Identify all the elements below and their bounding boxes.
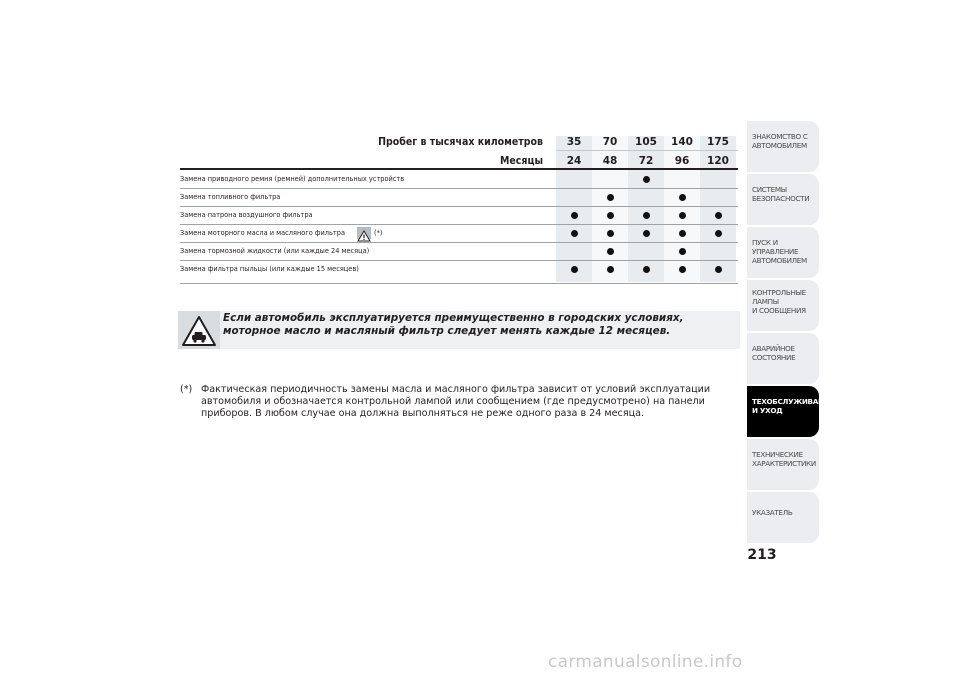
schedule-dot xyxy=(715,230,722,237)
month-value: 24 xyxy=(566,155,582,167)
schedule-dot xyxy=(715,266,722,273)
tab-technical-specifications[interactable]: ТЕХНИЧЕСКИЕ ХАРАКТЕРИСТИКИ xyxy=(747,439,819,490)
schedule-dot xyxy=(679,212,686,219)
header-divider xyxy=(556,150,738,151)
mileage-value: 175 xyxy=(707,136,729,148)
schedule-dot xyxy=(607,230,614,237)
mileage-value: 140 xyxy=(671,136,693,148)
row-divider xyxy=(180,224,738,225)
footnote-reference: (*) xyxy=(374,229,383,237)
tab-emergency[interactable]: АВАРИЙНОЕ СОСТОЯНИЕ xyxy=(747,333,819,384)
footnote-mark: (*) xyxy=(180,384,193,395)
schedule-dot xyxy=(643,266,650,273)
tab-warning-lights[interactable]: КОНТРОЛЬНЫЕ ЛАМПЫ И СООБЩЕНИЯ xyxy=(747,280,819,331)
table-row-label: Замена приводного ремня (ремней) дополнительных устройств xyxy=(180,175,405,183)
schedule-dot xyxy=(571,230,578,237)
schedule-dot xyxy=(571,266,578,273)
footnote-text: Фактическая периодичность замены масла и масляного фильтра зависит от условий эксплуатации автомобиля и обозначается контрольной лампой или сообщением (где предусмотрено) на панели приборов. В любом случае она должна выполняться не реже одного раза в 24 месяца. xyxy=(201,384,711,419)
table-row-label: Замена топливного фильтра xyxy=(180,193,281,201)
month-value: 48 xyxy=(602,155,618,167)
row-divider xyxy=(180,188,738,189)
mileage-header-label: Пробег в тысячах километров xyxy=(378,136,543,148)
row-divider xyxy=(180,206,738,207)
month-value: 96 xyxy=(674,155,690,167)
row-divider xyxy=(180,260,738,261)
schedule-dot xyxy=(679,248,686,255)
schedule-dot xyxy=(571,212,578,219)
header-bottom-rule xyxy=(180,168,738,170)
table-bottom-rule xyxy=(180,283,738,284)
table-row-label: Замена тормозной жидкости (или каждые 24 месяца) xyxy=(180,247,370,255)
warning-text: Если автомобиль эксплуатируется преимущественно в городских условиях, моторное масло и масляный фильтр следует менять каждые 12 месяцев. xyxy=(223,312,684,337)
tab-safety-systems[interactable]: СИСТЕМЫ БЕЗОПАСНОСТИ xyxy=(747,174,819,225)
schedule-dot xyxy=(643,176,650,183)
watermark: carmanualsonline.info xyxy=(548,652,743,672)
tab-starting-driving[interactable]: ПУСК И УПРАВЛЕНИЕ АВТОМОБИЛЕМ xyxy=(747,227,819,278)
table-row-label: Замена фильтра пыльцы (или каждые 15 месяцев) xyxy=(180,265,359,273)
schedule-dot xyxy=(643,230,650,237)
tab-maintenance-care[interactable]: ТЕХОБСЛУЖИВАНИЕ И УХОД xyxy=(747,386,819,437)
mileage-value: 105 xyxy=(635,136,657,148)
table-row-label: Замена моторного масла и масляного фильтра xyxy=(180,229,345,237)
row-divider xyxy=(180,242,738,243)
schedule-dot xyxy=(607,212,614,219)
mileage-value: 70 xyxy=(602,136,618,148)
schedule-dot xyxy=(607,194,614,201)
month-value: 72 xyxy=(638,155,654,167)
mileage-value: 35 xyxy=(566,136,582,148)
schedule-dot xyxy=(679,266,686,273)
schedule-dot xyxy=(715,212,722,219)
months-header-label: Месяцы xyxy=(499,155,543,167)
schedule-dot xyxy=(679,230,686,237)
month-value: 120 xyxy=(707,155,729,167)
warning-triangle-svg xyxy=(357,230,371,242)
schedule-dot xyxy=(607,248,614,255)
page-number: 213 xyxy=(747,547,777,563)
tab-index[interactable]: УКАЗАТЕЛЬ xyxy=(747,492,819,543)
warning-icon xyxy=(357,227,371,239)
table-row-label: Замена патрона воздушного фильтра xyxy=(180,211,313,219)
warning-icon-box xyxy=(178,311,220,349)
car-warning-icon xyxy=(178,311,220,349)
schedule-dot xyxy=(643,212,650,219)
schedule-dot xyxy=(607,266,614,273)
schedule-dot xyxy=(679,194,686,201)
tab-introduction[interactable]: ЗНАКОМСТВО С АВТОМОБИЛЕМ xyxy=(747,121,819,172)
